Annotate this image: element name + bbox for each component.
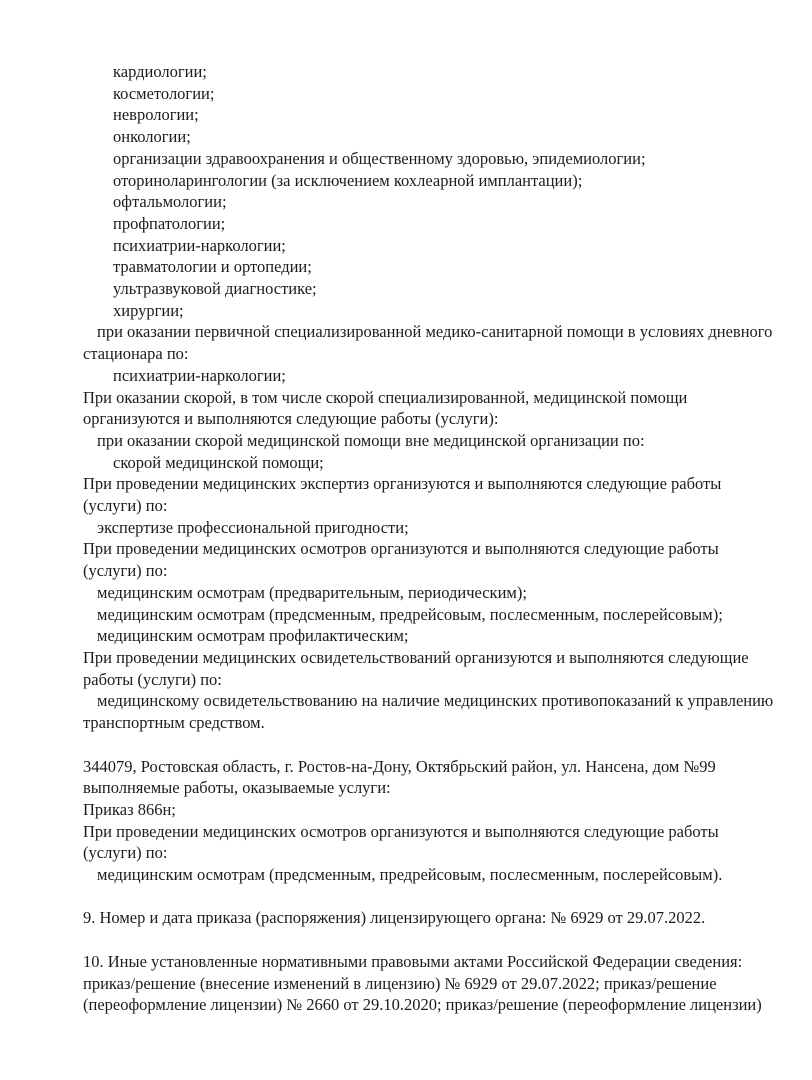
text-line: медицинскому освидетельствованию на наличие медицинских противопоказаний к управлению	[97, 691, 774, 711]
text-line: При проведении медицинских экспертиз организуются и выполняются следующие работы	[83, 474, 722, 494]
text-line: работы (услуги) по:	[83, 669, 222, 689]
blank-line	[83, 886, 792, 908]
text-line: При оказании скорой, в том числе скорой специализированной, медицинской помощи	[83, 387, 688, 407]
text-line: (услуги) по:	[83, 843, 168, 863]
text-line: косметологии;	[113, 83, 215, 103]
text-line: При проведении медицинских осмотров организуются и выполняются следующие работы	[83, 821, 719, 841]
text-line: медицинским осмотрам (предсменным, предрейсовым, послесменным, послерейсовым);	[97, 604, 723, 624]
text-line: офтальмологии;	[113, 192, 227, 212]
text-line: При проведении медицинских осмотров организуются и выполняются следующие работы	[83, 539, 719, 559]
text-line: психиатрии-наркологии;	[113, 365, 286, 385]
text-line: 10. Иные установленные нормативными правовыми актами Российской Федерации сведения:	[83, 951, 743, 971]
text-line: скорой медицинской помощи;	[113, 452, 324, 472]
text-line: профпатологии;	[113, 213, 226, 233]
text-line: (переоформление лицензии) № 2660 от 29.10.2020; приказ/решение (переоформление лицензии)	[83, 995, 762, 1015]
blank-line	[83, 734, 792, 756]
text-line: медицинским осмотрам (предсменным, предрейсовым, послесменным, послерейсовым).	[97, 865, 723, 885]
text-line: травматологии и ортопедии;	[113, 257, 312, 277]
text-line: (услуги) по:	[83, 496, 168, 516]
text-line: выполняемые работы, оказываемые услуги:	[83, 778, 391, 798]
text-line: экспертизе профессиональной пригодности;	[97, 517, 409, 537]
text-line: медицинским осмотрам (предварительным, периодическим);	[97, 582, 527, 602]
text-line: При проведении медицинских освидетельствований организуются и выполняются следующие	[83, 647, 749, 667]
text-line: неврологии;	[113, 105, 199, 125]
text-line: оториноларингологии (за исключением кохлеарной имплантации);	[113, 170, 583, 190]
text-line: приказ/решение (внесение изменений в лицензию) № 6929 от 29.07.2022; приказ/решение	[83, 973, 717, 993]
text-line: организации здравоохранения и общественному здоровью, эпидемиологии;	[113, 148, 646, 168]
blank-line	[83, 929, 792, 951]
text-line: онкологии;	[113, 127, 191, 147]
text-line: транспортным средством.	[83, 713, 265, 733]
text-line: психиатрии-наркологии;	[113, 235, 286, 255]
text-line: 344079, Ростовская область, г. Ростов-на-Дону, Октябрьский район, ул. Нансена, дом №99	[83, 756, 716, 776]
text-line: 9. Номер и дата приказа (распоряжения) лицензирующего органа: № 6929 от 29.07.2022.	[83, 908, 706, 928]
text-line: при оказании скорой медицинской помощи вне медицинской организации по:	[97, 430, 645, 450]
text-line: стационара по:	[83, 344, 189, 364]
text-line: Приказ 866н;	[83, 799, 176, 819]
text-line: (услуги) по:	[83, 561, 168, 581]
text-line: хирургии;	[113, 300, 184, 320]
text-line: организуются и выполняются следующие работы (услуги):	[83, 409, 499, 429]
text-line: при оказании первичной специализированной медико-санитарной помощи в условиях дневного	[97, 322, 773, 342]
text-line: ультразвуковой диагностике;	[113, 279, 317, 299]
document-body	[83, 61, 792, 1016]
text-line: медицинским осмотрам профилактическим;	[97, 626, 409, 646]
text-line: кардиологии;	[113, 62, 207, 81]
